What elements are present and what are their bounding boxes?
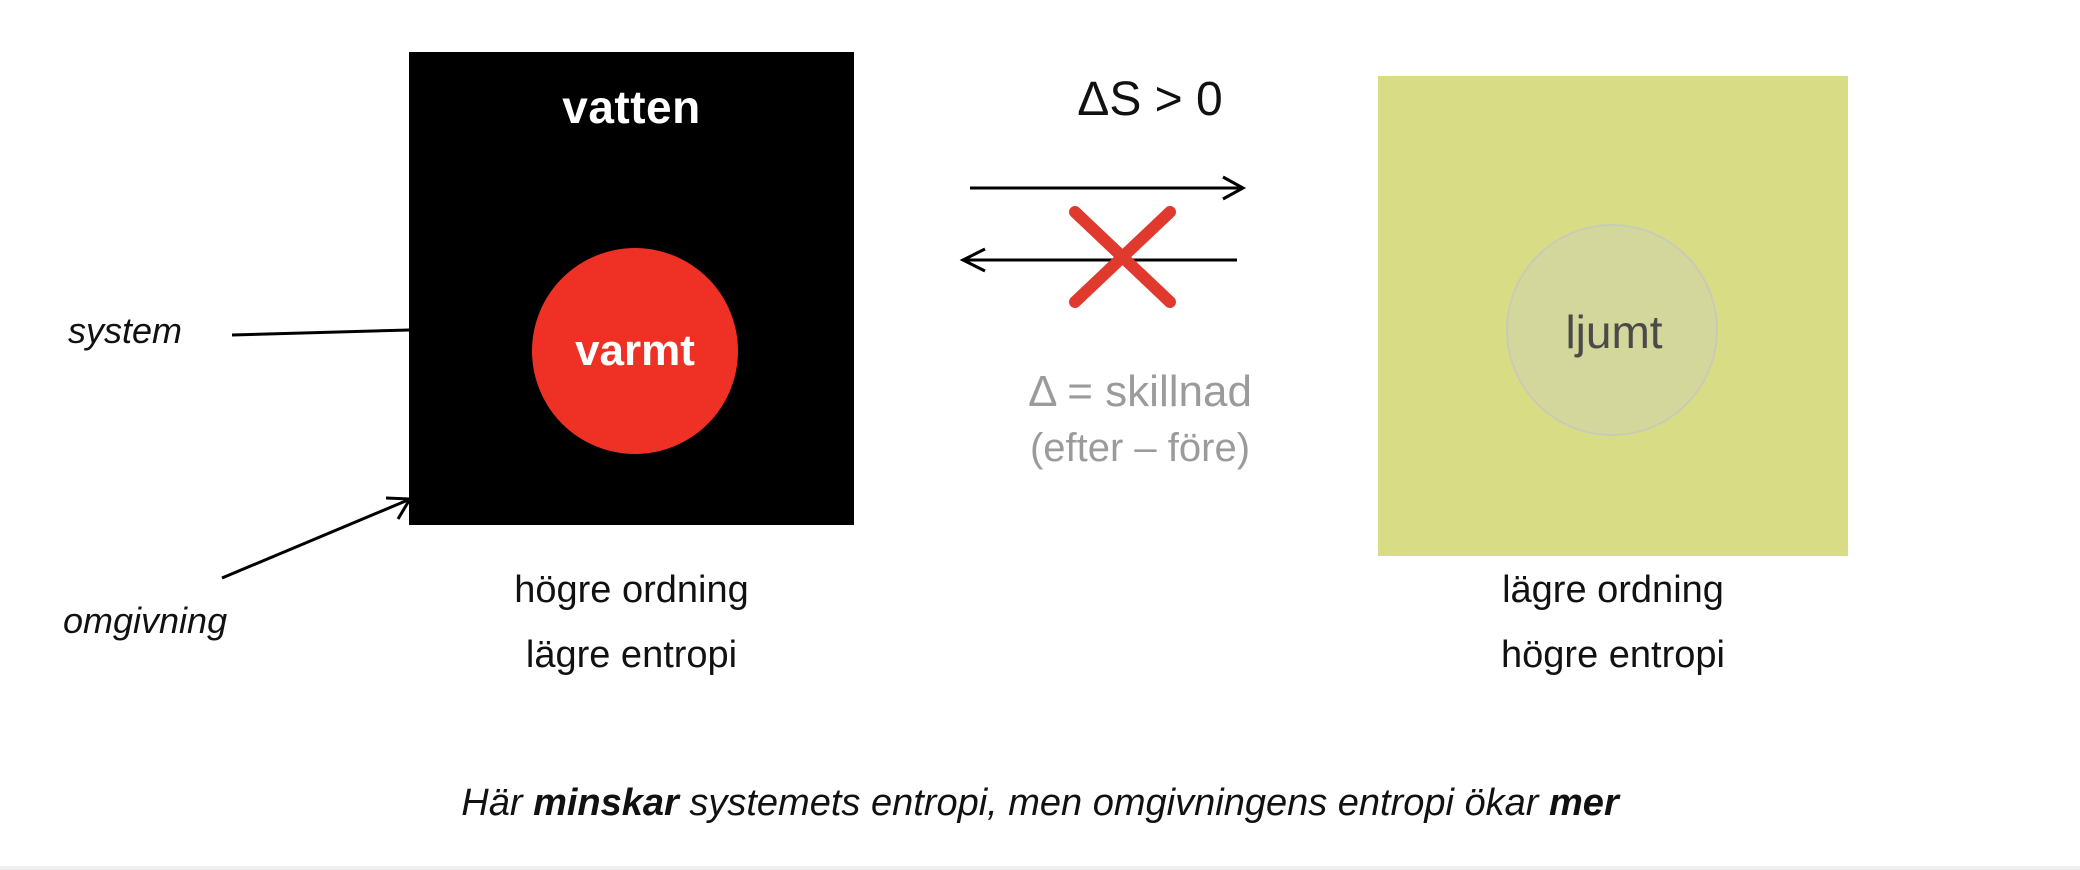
- system-box-title: vatten: [562, 81, 701, 133]
- hot-water-label: varmt: [575, 326, 695, 375]
- summary-bold2: mer: [1549, 782, 1619, 824]
- summary-part2: systemets entropi, men omgivningens entropi ökar: [678, 782, 1550, 824]
- summary-bold1: minskar: [533, 782, 679, 824]
- surroundings-caption-line2: högre entropi: [1501, 633, 1725, 676]
- lukewarm-water-label: ljumt: [1565, 306, 1663, 358]
- omgivning-leader-line: [222, 500, 408, 578]
- delta-definition-line2: (efter – före): [1029, 426, 1251, 471]
- summary-sentence: [0, 782, 2080, 825]
- delta-definition-line1: Δ = skillnad: [1028, 367, 1252, 416]
- entropy-change-expression: ΔS > 0: [1077, 73, 1223, 126]
- summary-part1: Här: [461, 782, 534, 824]
- label-system: system: [68, 310, 183, 351]
- system-caption-line1: högre ordning: [514, 569, 749, 611]
- system-caption-line2: lägre entropi: [525, 633, 738, 676]
- system-leader-line: [232, 330, 409, 335]
- surroundings-caption-line1: lägre ordning: [1502, 569, 1724, 611]
- slide-bottom-edge: [0, 866, 2080, 870]
- label-omgivning: omgivning: [63, 600, 228, 641]
